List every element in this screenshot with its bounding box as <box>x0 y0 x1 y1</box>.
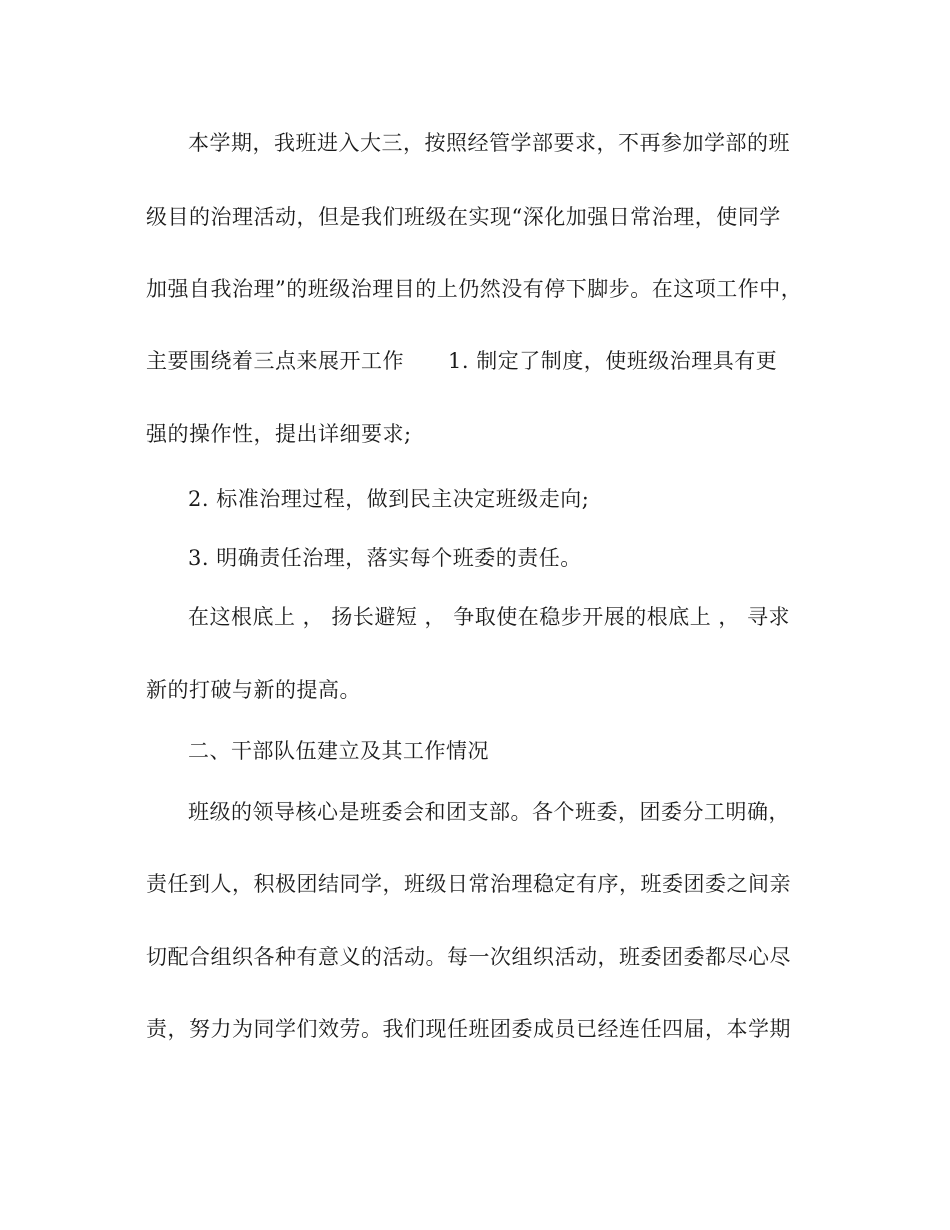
paragraph-line <box>146 346 777 376</box>
list-item-1-start: 1. 制定了制度，使班级治理具有更 <box>448 349 778 373</box>
list-item-3: 3. 明确责任治理，落实每个班委的责任。 <box>188 546 582 570</box>
section-heading: 二、干部队伍建立及其工作情况 <box>188 739 489 763</box>
paragraph-line: 级目的治理活动，但是我们班级在实现“深化加强日常治理，使同学 <box>146 205 781 229</box>
paragraph-line: 本学期，我班进入大三，按照经管学部要求，不再参加学部的班 <box>188 131 790 155</box>
list-item-2: 2. 标准治理过程，做到民主决定班级走向; <box>188 487 590 511</box>
paragraph-line: 责任到人，积极团结同学，班级日常治理稳定有序，班委团委之间亲 <box>146 872 791 896</box>
paragraph-line-start: 主要围绕着三点来展开工作 <box>146 349 404 373</box>
paragraph-line: 在这根底上 ， 扬长避短 ， 争取使在稳步开展的根底上 ， 寻求 <box>188 605 791 629</box>
paragraph-line: 切配合组织各种有意义的活动。每一次组织活动，班委团委都尽心尽 <box>146 945 791 969</box>
paragraph-line: 强的操作性，提出详细要求; <box>146 422 412 446</box>
paragraph-line: 新的打破与新的提高。 <box>146 678 361 702</box>
paragraph-line: 责，努力为同学们效劳。我们现任班团委成员已经连任四届，本学期 <box>146 1017 791 1041</box>
paragraph-line: 班级的领导核心是班委会和团支部。各个班委，团委分工明确， <box>188 800 790 824</box>
paragraph-line: 加强自我治理”的班级治理目的上仍然没有停下脚步。在这项工作中， <box>146 277 803 301</box>
